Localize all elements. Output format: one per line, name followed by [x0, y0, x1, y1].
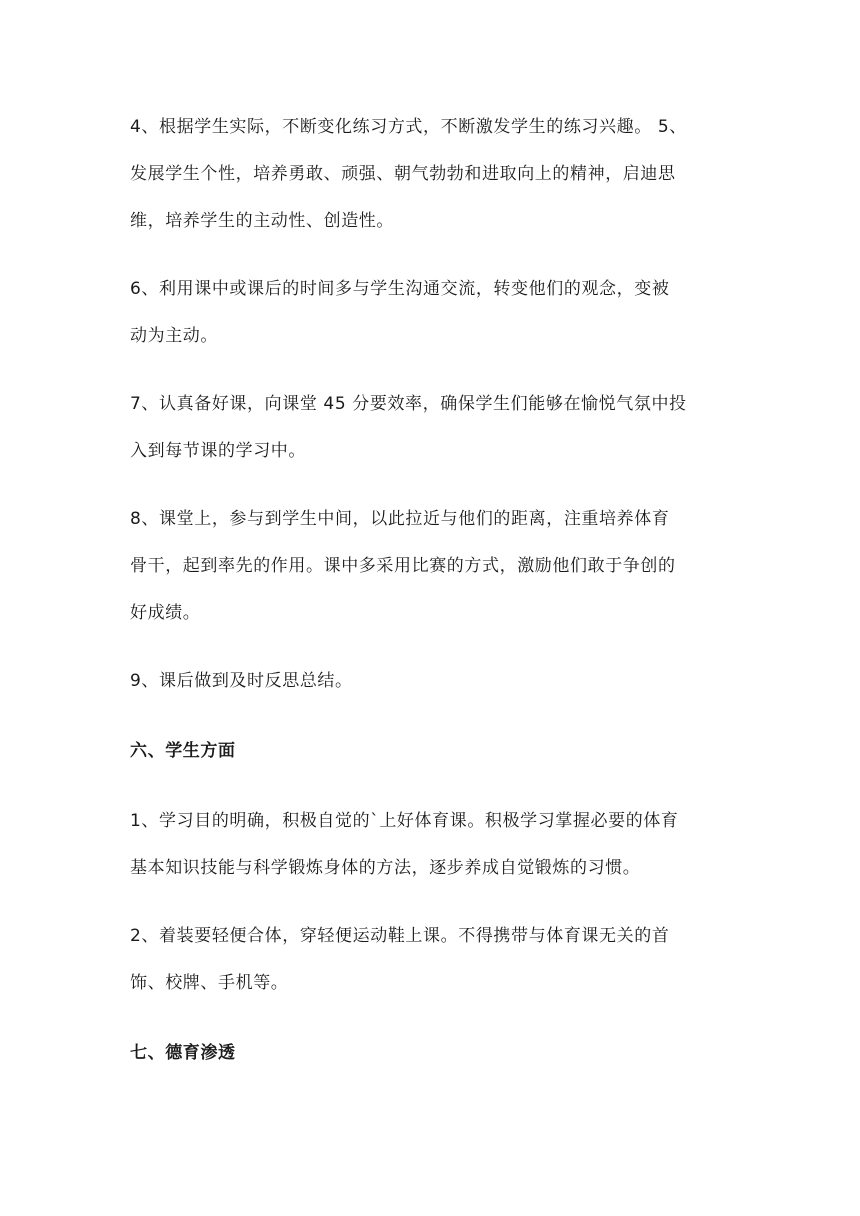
- text-line: 7、认真备好课，向课堂 45 分要效率，确保学生们能够在愉悦气氛中投: [130, 394, 687, 414]
- text-line: 维，培养学生的主动性、创造性。: [130, 211, 394, 231]
- section-heading-students: 六、学生方面: [130, 741, 236, 761]
- paragraph-item-8: [130, 496, 730, 637]
- text-line: 发展学生个性，培养勇敢、顽强、朝气勃勃和进取向上的精神，启迪思: [130, 164, 676, 184]
- paragraph-item-9: [130, 658, 730, 705]
- paragraph-item-7: [130, 381, 730, 475]
- text-line: 9、课后做到及时反思总结。: [130, 671, 353, 691]
- text-line: 骨干，起到率先的作用。课中多采用比赛的方式，激励他们敢于争创的: [130, 556, 676, 576]
- text-line: 1、学习目的明确，积极自觉的`上好体育课。积极学习掌握必要的体育: [130, 811, 679, 831]
- paragraph-student-2: [130, 913, 730, 1007]
- text-line: 饰、校牌、手机等。: [130, 973, 289, 993]
- text-line: 4、根据学生实际，不断变化练习方式，不断激发学生的练习兴趣。 5、: [130, 117, 687, 137]
- text-line: 好成绩。: [130, 603, 201, 623]
- text-line: 入到每节课的学习中。: [130, 441, 306, 461]
- text-line: 动为主动。: [130, 326, 218, 346]
- text-line: 6、利用课中或课后的时间多与学生沟通交流，转变他们的观念，变被: [130, 279, 670, 299]
- text-line: 2、着装要轻便合体，穿轻便运动鞋上课。不得携带与体育课无关的首: [130, 926, 670, 946]
- paragraph-item-4: [130, 104, 730, 245]
- paragraph-item-6: [130, 266, 730, 360]
- text-line: 基本知识技能与科学锻炼身体的方法，逐步养成自觉锻炼的习惯。: [130, 858, 641, 878]
- text-line: 8、课堂上，参与到学生中间，以此拉近与他们的距离，注重培养体育: [130, 509, 670, 529]
- paragraph-student-1: [130, 798, 730, 892]
- section-heading-moral-education: 七、德育渗透: [130, 1043, 236, 1063]
